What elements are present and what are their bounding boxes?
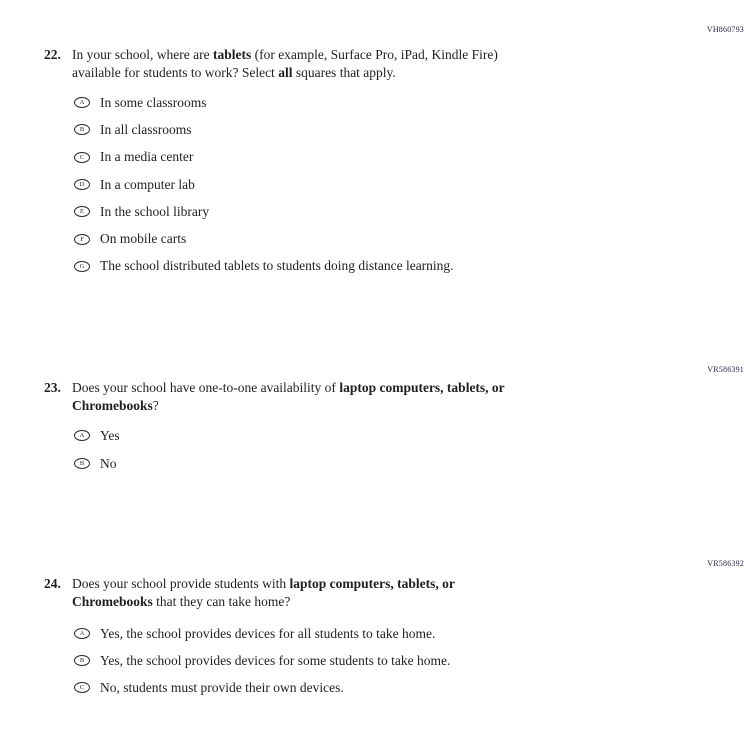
option-label: Yes bbox=[100, 427, 120, 443]
option-bubble-b[interactable] bbox=[74, 655, 90, 666]
item-code-q24: VR586392 bbox=[707, 559, 744, 568]
option-bubble-no[interactable] bbox=[74, 458, 90, 469]
option-label: No bbox=[100, 455, 117, 471]
question-text-part: Does your school have one-to-one availability of bbox=[72, 380, 340, 395]
question-text-emphasis: Chromebooks bbox=[72, 398, 153, 413]
option-letter: B bbox=[79, 460, 85, 468]
question-text-emphasis: Chromebooks bbox=[72, 594, 153, 609]
question-text-part: that they can take home? bbox=[152, 594, 291, 609]
question-text-part: Does your school provide students with bbox=[72, 576, 290, 591]
option-bubble-a[interactable] bbox=[74, 97, 90, 108]
option-letter: B bbox=[79, 126, 85, 134]
option-bubble-b[interactable] bbox=[74, 124, 90, 135]
option-letter: G bbox=[79, 262, 85, 270]
answer-option bbox=[74, 116, 454, 143]
answer-option bbox=[74, 674, 450, 701]
option-label: No, students must provide their own devices. bbox=[100, 679, 344, 695]
question-number: 22. bbox=[44, 47, 61, 62]
option-letter: A bbox=[79, 99, 85, 107]
answer-option bbox=[74, 450, 120, 478]
option-bubble-c[interactable] bbox=[74, 152, 90, 163]
question-text-part: In your school, where are bbox=[72, 47, 213, 62]
option-label: In all classrooms bbox=[100, 121, 192, 137]
question-text bbox=[72, 46, 498, 82]
answer-option bbox=[74, 422, 120, 450]
option-bubble-yes[interactable] bbox=[74, 430, 90, 441]
option-bubble-a[interactable] bbox=[74, 628, 90, 639]
answer-option bbox=[74, 144, 454, 171]
option-letter: A bbox=[79, 630, 85, 637]
question-text-part: available for students to work? Select bbox=[72, 65, 279, 80]
question-22 bbox=[44, 46, 498, 82]
option-label: In a computer lab bbox=[100, 176, 195, 192]
answer-option bbox=[74, 253, 454, 280]
question-24 bbox=[44, 575, 455, 611]
option-letter: C bbox=[79, 153, 85, 161]
question-text-part: ? bbox=[152, 398, 159, 413]
option-label: In the school library bbox=[100, 203, 210, 219]
answer-option bbox=[74, 647, 450, 674]
option-bubble-f[interactable] bbox=[74, 234, 90, 245]
option-letter: D bbox=[79, 181, 85, 189]
question-text bbox=[72, 379, 505, 415]
question-text-part: squares that apply. bbox=[292, 65, 396, 80]
option-label: Yes, the school provides devices for all students to take home. bbox=[100, 625, 436, 641]
answer-option bbox=[74, 225, 454, 252]
item-code-q23: VR586391 bbox=[707, 365, 744, 374]
question-text-part: (for example, Surface Pro, iPad, Kindle Fire) bbox=[251, 47, 498, 62]
options-q22 bbox=[74, 89, 454, 280]
options-q24 bbox=[74, 620, 450, 701]
option-letter: E bbox=[80, 208, 84, 216]
answer-option bbox=[74, 89, 454, 116]
question-number: 24. bbox=[44, 576, 61, 591]
option-label: The school distributed tablets to students doing distance learning. bbox=[100, 258, 454, 274]
option-label: Yes, the school provides devices for some students to take home. bbox=[100, 652, 451, 668]
answer-option bbox=[74, 171, 454, 198]
answer-option bbox=[74, 620, 450, 647]
question-23 bbox=[44, 379, 505, 415]
question-text bbox=[72, 575, 455, 611]
item-code-q22: VH860793 bbox=[706, 25, 744, 34]
option-letter: B bbox=[79, 657, 85, 664]
question-text-emphasis: laptop computers, tablets, or bbox=[289, 576, 455, 591]
option-bubble-c[interactable] bbox=[74, 682, 90, 693]
question-text-emphasis: laptop computers, tablets, or bbox=[339, 380, 505, 395]
option-letter: A bbox=[79, 432, 85, 440]
question-number: 23. bbox=[44, 380, 61, 395]
answer-option bbox=[74, 198, 454, 225]
option-letter: F bbox=[80, 235, 84, 243]
options-q23 bbox=[74, 422, 120, 478]
option-bubble-d[interactable] bbox=[74, 179, 90, 190]
option-bubble-e[interactable] bbox=[74, 206, 90, 217]
option-label: In a media center bbox=[100, 149, 194, 165]
question-text-emphasis: tablets bbox=[212, 47, 252, 62]
option-letter: C bbox=[79, 684, 85, 691]
question-text-emphasis: all bbox=[278, 65, 293, 80]
option-label: On mobile carts bbox=[100, 231, 187, 247]
option-label: In some classrooms bbox=[100, 94, 207, 110]
option-bubble-g[interactable] bbox=[74, 261, 90, 272]
